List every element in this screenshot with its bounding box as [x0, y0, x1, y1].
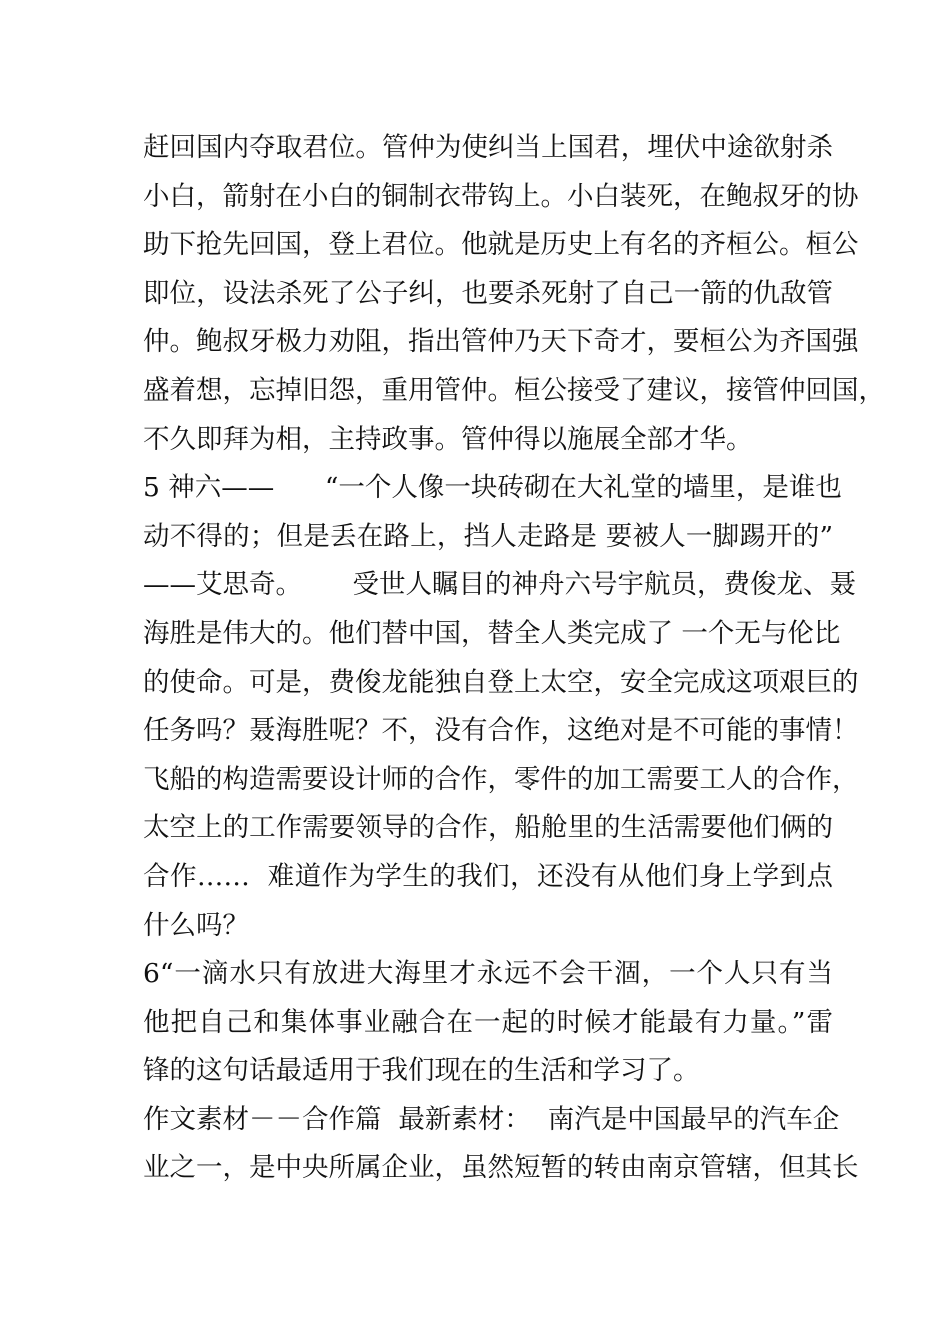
text-line: 助下抢先回国，登上君位。他就是历史上有名的齐桓公。桓公 — [143, 229, 859, 261]
text-line: 锋的这句话最适用于我们现在的生活和学习了。 — [143, 1055, 700, 1087]
text-line: ——艾思奇。 受世人瞩目的神舟六号宇航员，费俊龙、聂 — [143, 569, 857, 601]
text-line: 即位，设法杀死了公子纠，也要杀死射了自己一箭的仇敌管 — [143, 277, 833, 309]
text-line: 合作…… 难道作为学生的我们，还没有从他们身上学到点 — [143, 860, 833, 892]
text-line: 海胜是伟大的。他们替中国，替全人类完成了 一个无与伦比 — [143, 617, 841, 649]
text-line: 小白，箭射在小白的铜制衣带钩上。小白装死，在鲍叔牙的协 — [143, 180, 859, 212]
text-line: 6“一滴水只有放进大海里才永远不会干涸，一个人只有当 — [143, 958, 833, 990]
text-line: 的使命。可是，费俊龙能独自登上太空，安全完成这项艰巨的 — [143, 666, 859, 698]
text-line: 仲。鲍叔牙极力劝阻，指出管仲乃天下奇才，要桓公为齐国强 — [143, 326, 859, 358]
text-line: 5 神六—— “一个人像一块砖砌在大礼堂的墙里，是谁也 — [143, 472, 842, 504]
text-line: 飞船的构造需要设计师的合作，零件的加工需要工人的合作， — [143, 763, 859, 795]
text-line: 太空上的工作需要领导的合作，船舱里的生活需要他们俩的 — [143, 812, 833, 844]
text-line: 盛着想，忘掉旧怨，重用管仲。桓公接受了建议，接管仲回国， — [143, 374, 885, 406]
text-line: 业之一，是中央所属企业，虽然短暂的转由南京管辖，但其长 — [143, 1152, 859, 1184]
text-line: 什么吗？ — [143, 909, 249, 941]
text-line: 动不得的；但是丢在路上，挡人走路是 要被人一脚踢开的” — [143, 520, 833, 552]
text-line: 作文素材－－合作篇 最新素材： 南汽是中国最早的汽车企 — [143, 1103, 840, 1135]
document-body — [143, 124, 885, 1193]
text-line: 任务吗？聂海胜呢？不，没有合作，这绝对是不可能的事情！ — [143, 715, 859, 747]
text-line: 赶回国内夺取君位。管仲为使纠当上国君，埋伏中途欲射杀 — [143, 132, 833, 163]
text-line: 他把自己和集体事业融合在一起的时候才能最有力量。”雷 — [143, 1006, 833, 1038]
text-line: 不久即拜为相，主持政事。管仲得以施展全部才华。 — [143, 423, 753, 455]
